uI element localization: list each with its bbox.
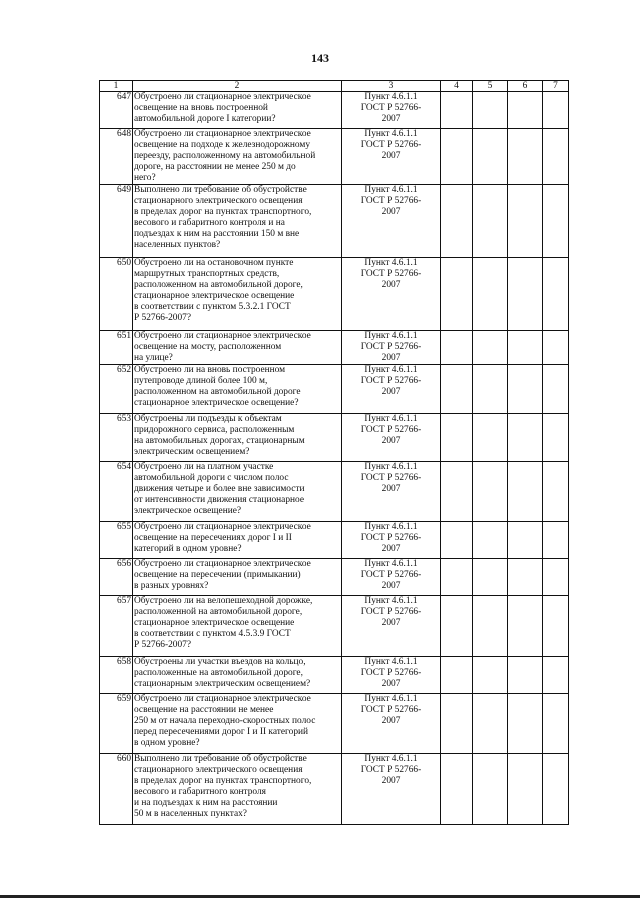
header-col-5: 5 bbox=[473, 81, 508, 92]
empty-cell-col-5 bbox=[473, 92, 508, 129]
reference-text bbox=[342, 129, 441, 185]
reference-line: 2007 bbox=[381, 151, 401, 161]
row-number: 655 bbox=[100, 522, 133, 559]
question-line: Обустроено ли стационарное электрическое bbox=[134, 129, 311, 139]
empty-cell-col-5 bbox=[473, 657, 508, 694]
reference-line: ГОСТ Р 52766- bbox=[360, 425, 422, 435]
empty-cell-col-5 bbox=[473, 754, 508, 825]
reference-line: ГОСТ Р 52766- bbox=[360, 376, 422, 386]
header-col-2: 2 bbox=[133, 81, 342, 92]
empty-cell-col-6 bbox=[508, 92, 543, 129]
reference-line: 2007 bbox=[381, 207, 401, 217]
table-row bbox=[100, 462, 569, 522]
reference-line: 2007 bbox=[381, 387, 401, 397]
empty-cell-col-4 bbox=[441, 462, 473, 522]
reference-text bbox=[342, 365, 441, 414]
question-line: придорожного сервиса, расположенным bbox=[134, 425, 295, 435]
row-number: 659 bbox=[100, 694, 133, 754]
table-row bbox=[100, 522, 569, 559]
header-row bbox=[100, 81, 569, 92]
reference-line: Пункт 4.6.1.1 bbox=[364, 92, 418, 102]
empty-cell-col-5 bbox=[473, 694, 508, 754]
row-number: 660 bbox=[100, 754, 133, 825]
empty-cell-col-6 bbox=[508, 129, 543, 185]
question-line: Обустроено ли стационарное электрическое bbox=[134, 694, 311, 704]
empty-cell-col-6 bbox=[508, 754, 543, 825]
question-line: 50 м в населенных пунктах? bbox=[134, 809, 247, 819]
question-line: стационарное электрическое освещение bbox=[134, 618, 295, 628]
empty-cell-col-6 bbox=[508, 414, 543, 462]
question-line: маршрутных транспортных средств, bbox=[134, 269, 280, 279]
question-line: стационарным электрическим освещением? bbox=[134, 679, 311, 689]
empty-cell-col-5 bbox=[473, 522, 508, 559]
reference-line: Пункт 4.6.1.1 bbox=[364, 596, 418, 606]
reference-line: 2007 bbox=[381, 716, 401, 726]
question-text bbox=[133, 331, 342, 365]
question-line: на автомобильных дорогах, стационарным bbox=[134, 436, 305, 446]
reference-line: 2007 bbox=[381, 776, 401, 786]
question-line: в разных уровнях? bbox=[134, 581, 209, 591]
empty-cell-col-6 bbox=[508, 596, 543, 657]
question-text bbox=[133, 522, 342, 559]
empty-cell-col-5 bbox=[473, 462, 508, 522]
reference-line: Пункт 4.6.1.1 bbox=[364, 462, 418, 472]
question-line: на улице? bbox=[134, 353, 173, 363]
empty-cell-col-5 bbox=[473, 185, 508, 258]
empty-cell-col-5 bbox=[473, 559, 508, 596]
reference-line: 2007 bbox=[381, 484, 401, 494]
row-number: 656 bbox=[100, 559, 133, 596]
empty-cell-col-4 bbox=[441, 414, 473, 462]
reference-line: Пункт 4.6.1.1 bbox=[364, 522, 418, 532]
reference-line: Пункт 4.6.1.1 bbox=[364, 365, 418, 375]
question-line: движения четыре и более вне зависимости bbox=[134, 484, 305, 494]
reference-line: 2007 bbox=[381, 353, 401, 363]
empty-cell-col-5 bbox=[473, 414, 508, 462]
row-number: 650 bbox=[100, 258, 133, 331]
question-line: Обустроено ли стационарное электрическое bbox=[134, 92, 311, 102]
question-line: электрическим освещением? bbox=[134, 447, 250, 457]
empty-cell-col-6 bbox=[508, 462, 543, 522]
empty-cell-col-7 bbox=[543, 754, 569, 825]
empty-cell-col-5 bbox=[473, 365, 508, 414]
reference-line: ГОСТ Р 52766- bbox=[360, 342, 422, 352]
question-text bbox=[133, 129, 342, 185]
reference-line: ГОСТ Р 52766- bbox=[360, 103, 422, 113]
reference-line: 2007 bbox=[381, 280, 401, 290]
question-line: переезду, расположенному на автомобильной bbox=[134, 151, 316, 161]
reference-text bbox=[342, 559, 441, 596]
question-line: освещение на мосту, расположенном bbox=[134, 342, 282, 352]
empty-cell-col-4 bbox=[441, 92, 473, 129]
reference-line: ГОСТ Р 52766- bbox=[360, 607, 422, 617]
header-col-1: 1 bbox=[100, 81, 133, 92]
question-line: и на подъездах к ним на расстоянии bbox=[134, 798, 278, 808]
question-line: стационарного электрического освещения bbox=[134, 765, 303, 775]
reference-text bbox=[342, 414, 441, 462]
reference-line: 2007 bbox=[381, 581, 401, 591]
empty-cell-col-7 bbox=[543, 414, 569, 462]
empty-cell-col-6 bbox=[508, 657, 543, 694]
reference-line: Пункт 4.6.1.1 bbox=[364, 258, 418, 268]
page-number: 143 bbox=[311, 51, 329, 65]
question-line: освещение на подходе к железнодорожному bbox=[134, 140, 311, 150]
empty-cell-col-7 bbox=[543, 559, 569, 596]
table-row bbox=[100, 657, 569, 694]
empty-cell-col-7 bbox=[543, 365, 569, 414]
question-line: Обустроены ли подъезды к объектам bbox=[134, 414, 282, 424]
reference-line: ГОСТ Р 52766- bbox=[360, 570, 422, 580]
empty-cell-col-4 bbox=[441, 258, 473, 331]
reference-line: 2007 bbox=[381, 114, 401, 124]
table-row bbox=[100, 129, 569, 185]
reference-text bbox=[342, 596, 441, 657]
table-row bbox=[100, 414, 569, 462]
question-line: в соответствии с пунктом 4.5.3.9 ГОСТ bbox=[134, 629, 291, 639]
row-number: 658 bbox=[100, 657, 133, 694]
row-number: 651 bbox=[100, 331, 133, 365]
table-row bbox=[100, 331, 569, 365]
question-line: Обустроено ли на велопешеходной дорожке, bbox=[134, 596, 313, 606]
empty-cell-col-5 bbox=[473, 331, 508, 365]
question-line: Выполнено ли требование об обустройстве bbox=[134, 185, 307, 195]
empty-cell-col-6 bbox=[508, 694, 543, 754]
row-number: 654 bbox=[100, 462, 133, 522]
reference-line: Пункт 4.6.1.1 bbox=[364, 657, 418, 667]
empty-cell-col-6 bbox=[508, 185, 543, 258]
table-row bbox=[100, 694, 569, 754]
reference-text bbox=[342, 522, 441, 559]
question-line: стационарное электрическое освещение bbox=[134, 291, 295, 301]
empty-cell-col-7 bbox=[543, 694, 569, 754]
reference-line: 2007 bbox=[381, 618, 401, 628]
empty-cell-col-4 bbox=[441, 129, 473, 185]
header-col-6: 6 bbox=[508, 81, 543, 92]
reference-line: Пункт 4.6.1.1 bbox=[364, 754, 418, 764]
question-line: весового и габаритного контроля bbox=[134, 787, 266, 797]
empty-cell-col-4 bbox=[441, 522, 473, 559]
question-line: Обустроено ли на вновь построенном bbox=[134, 365, 286, 375]
question-text bbox=[133, 258, 342, 331]
question-line: расположенном на автомобильной дороге bbox=[134, 387, 301, 397]
row-number: 653 bbox=[100, 414, 133, 462]
empty-cell-col-7 bbox=[543, 129, 569, 185]
reference-line: Пункт 4.6.1.1 bbox=[364, 694, 418, 704]
empty-cell-col-7 bbox=[543, 657, 569, 694]
reference-text bbox=[342, 258, 441, 331]
question-line: перед пересечениями дорог I и II категорий bbox=[134, 727, 309, 737]
table-row bbox=[100, 185, 569, 258]
question-text bbox=[133, 414, 342, 462]
empty-cell-col-7 bbox=[543, 331, 569, 365]
table-row bbox=[100, 754, 569, 825]
reference-line: 2007 bbox=[381, 679, 401, 689]
question-text bbox=[133, 694, 342, 754]
question-text bbox=[133, 365, 342, 414]
empty-cell-col-6 bbox=[508, 365, 543, 414]
reference-text bbox=[342, 331, 441, 365]
reference-text bbox=[342, 657, 441, 694]
row-number: 652 bbox=[100, 365, 133, 414]
reference-line: Пункт 4.6.1.1 bbox=[364, 331, 418, 341]
question-line: Обустроено ли стационарное электрическое bbox=[134, 331, 311, 341]
table-row bbox=[100, 258, 569, 331]
empty-cell-col-5 bbox=[473, 596, 508, 657]
empty-cell-col-7 bbox=[543, 258, 569, 331]
question-line: стационарного электрического освещения bbox=[134, 196, 303, 206]
reference-line: 2007 bbox=[381, 436, 401, 446]
empty-cell-col-4 bbox=[441, 559, 473, 596]
question-text bbox=[133, 657, 342, 694]
empty-cell-col-6 bbox=[508, 331, 543, 365]
question-text bbox=[133, 559, 342, 596]
reference-line: ГОСТ Р 52766- bbox=[360, 533, 422, 543]
question-line: Обустроено ли стационарное электрическое bbox=[134, 522, 311, 532]
reference-text bbox=[342, 185, 441, 258]
reference-line: ГОСТ Р 52766- bbox=[360, 196, 422, 206]
question-line: Обустроено ли стационарное электрическое bbox=[134, 559, 311, 569]
reference-text bbox=[342, 754, 441, 825]
question-line: освещение на пересечениях дорог I и II bbox=[134, 533, 292, 543]
empty-cell-col-7 bbox=[543, 522, 569, 559]
reference-text bbox=[342, 694, 441, 754]
bottom-rule bbox=[0, 895, 640, 898]
table-row bbox=[100, 92, 569, 129]
question-text bbox=[133, 462, 342, 522]
empty-cell-col-4 bbox=[441, 596, 473, 657]
empty-cell-col-7 bbox=[543, 596, 569, 657]
empty-cell-col-4 bbox=[441, 694, 473, 754]
reference-line: Пункт 4.6.1.1 bbox=[364, 414, 418, 424]
question-text bbox=[133, 596, 342, 657]
question-line: расположенной на автомобильной дороге, bbox=[134, 607, 303, 617]
question-line: от интенсивности движения стационарное bbox=[134, 495, 304, 505]
header-col-7: 7 bbox=[543, 81, 569, 92]
empty-cell-col-4 bbox=[441, 754, 473, 825]
checklist-table bbox=[99, 80, 569, 825]
question-text bbox=[133, 92, 342, 129]
empty-cell-col-5 bbox=[473, 129, 508, 185]
question-line: дороге, на расстоянии не менее 250 м до bbox=[134, 162, 296, 172]
question-line: освещение на вновь построенной bbox=[134, 103, 268, 113]
question-line: Р 52766-2007? bbox=[134, 313, 192, 323]
empty-cell-col-4 bbox=[441, 657, 473, 694]
empty-cell-col-5 bbox=[473, 258, 508, 331]
empty-cell-col-4 bbox=[441, 185, 473, 258]
table-row bbox=[100, 596, 569, 657]
question-line: Р 52766-2007? bbox=[134, 640, 192, 650]
empty-cell-col-6 bbox=[508, 258, 543, 331]
question-line: подъездах к ним на расстоянии 150 м вне bbox=[134, 229, 300, 239]
row-number: 647 bbox=[100, 92, 133, 129]
question-line: Обустроено ли на остановочном пункте bbox=[134, 258, 294, 268]
question-line: освещение на расстоянии не менее bbox=[134, 705, 274, 715]
empty-cell-col-4 bbox=[441, 331, 473, 365]
reference-line: ГОСТ Р 52766- bbox=[360, 705, 422, 715]
empty-cell-col-7 bbox=[543, 462, 569, 522]
table-row bbox=[100, 559, 569, 596]
question-line: весового и габаритного контроля и на bbox=[134, 218, 285, 228]
question-line: в пределах дорог на пунктах транспортного, bbox=[134, 776, 312, 786]
reference-line: Пункт 4.6.1.1 bbox=[364, 129, 418, 139]
row-number: 657 bbox=[100, 596, 133, 657]
question-line: автомобильной дороге I категории? bbox=[134, 114, 276, 124]
row-number: 649 bbox=[100, 185, 133, 258]
row-number: 648 bbox=[100, 129, 133, 185]
question-line: в одном уровне? bbox=[134, 738, 200, 748]
question-line: путепроводе длиной более 100 м, bbox=[134, 376, 268, 386]
question-line: него? bbox=[134, 173, 156, 183]
question-line: 250 м от начала переходно-скоростных полос bbox=[134, 716, 316, 726]
question-line: автомобильной дороги с числом полос bbox=[134, 473, 289, 483]
question-line: в соответствии с пунктом 5.3.2.1 ГОСТ bbox=[134, 302, 291, 312]
question-line: расположенные на автомобильной дороге, bbox=[134, 668, 303, 678]
empty-cell-col-4 bbox=[441, 365, 473, 414]
reference-line: 2007 bbox=[381, 544, 401, 554]
question-line: населенных пунктов? bbox=[134, 240, 221, 250]
question-line: стационарное электрическое освещение? bbox=[134, 398, 299, 408]
question-line: электрическое освещение? bbox=[134, 506, 242, 516]
empty-cell-col-6 bbox=[508, 522, 543, 559]
question-line: Выполнено ли требование об обустройстве bbox=[134, 754, 307, 764]
header-col-4: 4 bbox=[441, 81, 473, 92]
reference-line: ГОСТ Р 52766- bbox=[360, 473, 422, 483]
question-line: Обустроены ли участки въездов на кольцо, bbox=[134, 657, 306, 667]
header-col-3: 3 bbox=[342, 81, 441, 92]
reference-line: Пункт 4.6.1.1 bbox=[364, 185, 418, 195]
question-line: в пределах дорог на пунктах транспортного, bbox=[134, 207, 312, 217]
question-line: освещение на пересечении (примыкании) bbox=[134, 570, 301, 580]
question-line: категорий в одном уровне? bbox=[134, 544, 242, 554]
empty-cell-col-7 bbox=[543, 92, 569, 129]
reference-text bbox=[342, 92, 441, 129]
reference-line: Пункт 4.6.1.1 bbox=[364, 559, 418, 569]
empty-cell-col-7 bbox=[543, 185, 569, 258]
reference-line: ГОСТ Р 52766- bbox=[360, 140, 422, 150]
question-line: расположенном на автомобильной дороге, bbox=[134, 280, 303, 290]
empty-cell-col-6 bbox=[508, 559, 543, 596]
question-line: Обустроено ли на платном участке bbox=[134, 462, 274, 472]
question-text bbox=[133, 185, 342, 258]
reference-text bbox=[342, 462, 441, 522]
question-text bbox=[133, 754, 342, 825]
reference-line: ГОСТ Р 52766- bbox=[360, 765, 422, 775]
reference-line: ГОСТ Р 52766- bbox=[360, 269, 422, 279]
reference-line: ГОСТ Р 52766- bbox=[360, 668, 422, 678]
table-row bbox=[100, 365, 569, 414]
